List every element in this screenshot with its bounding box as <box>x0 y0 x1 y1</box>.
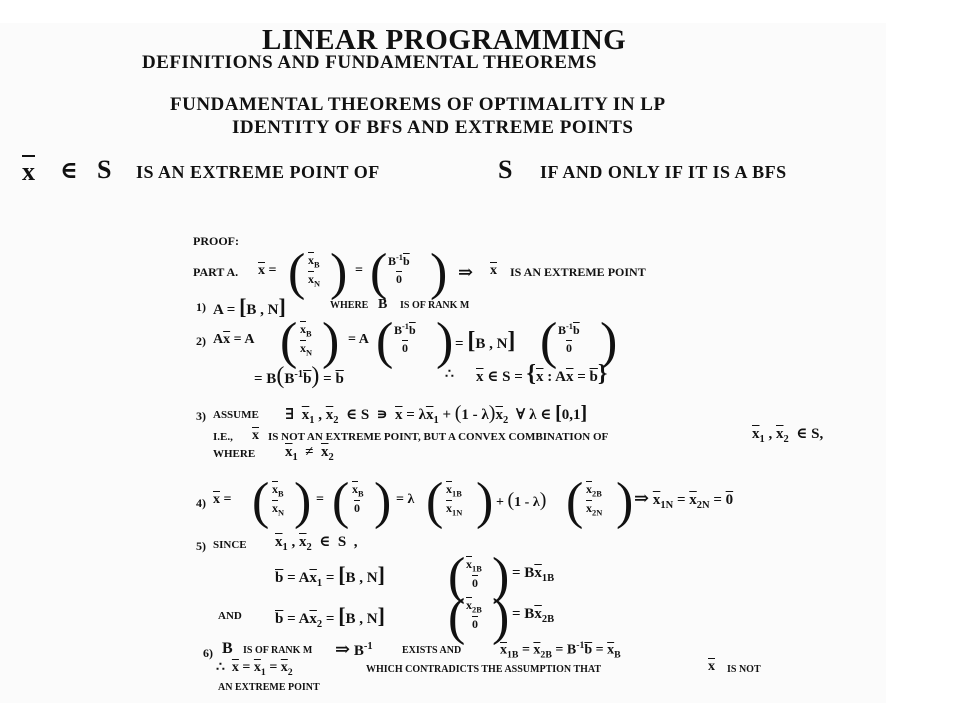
theorem-text-mid: IS AN EXTREME POINT OF <box>136 162 380 182</box>
step-3-combination: $\overline{x}_1$ , $\overline{x}_2$ ∈ S, <box>752 426 824 445</box>
step-6-binv: ⇒ $B^{-1}$ <box>335 639 373 659</box>
step-4-eq-1: = <box>316 492 324 507</box>
step-3-note: IS NOT AN EXTREME POINT, BUT A CONVEX COMBINATION OF <box>268 431 609 443</box>
step-5-vector-1: ( ) $\overline{x}_{1B}$ 0 <box>448 548 510 605</box>
step-6-equality: $\overline{x}_{1B} = \overline{x}_{2B} = B^{-1}\overline{b} = \overline{x}_B$ <box>500 640 621 661</box>
step-2-equals-a: = A <box>348 332 369 347</box>
step-3-assume: ASSUME <box>213 409 259 421</box>
step-6-exists: EXISTS AND <box>402 645 462 656</box>
part-a-equals: = <box>355 263 363 278</box>
step-6-contradiction: WHICH CONTRADICTS THE ASSUMPTION THAT <box>366 664 602 675</box>
step-6-x: $\overline{x}$ <box>708 659 715 674</box>
step-2-number: 2) <box>196 334 206 348</box>
step-2-line-2: = $B(B^{-1}\overline{b}) = \overline{b}$ <box>254 363 344 389</box>
step-5-set: $\overline{x}_1$ , $\overline{x}_2$ ∈ S , <box>275 534 358 553</box>
step-4-lambda: = λ <box>396 492 415 507</box>
step-1-number: 1) <box>196 300 206 314</box>
slide-page <box>0 23 886 703</box>
part-a-vector-1: ( ) $\overline{x}_B$ $\overline{x}_N$ <box>288 244 348 301</box>
step-4-vector-1: ( ) $\overline{x}_B$ $\overline{x}_N$ <box>252 473 312 530</box>
implies-arrow: ⇒ <box>458 262 474 282</box>
step-6-therefore: ∴ $\overline{x} = \overline{x}_1 = \overline{x}_2$ <box>216 660 293 678</box>
step-5-and: AND <box>218 610 242 622</box>
step-5-vector-2: ( ) $\overline{x}_{2B}$ 0 <box>448 589 510 646</box>
step-1-b: B <box>378 297 388 312</box>
step-3-number: 3) <box>196 409 206 423</box>
step-6-isnot: IS NOT <box>727 664 761 675</box>
step-5-since: SINCE <box>213 539 247 551</box>
step-5-result-1: = $B\overline{x}_{1B}$ <box>512 565 555 584</box>
part-a-result: IS AN EXTREME POINT <box>510 265 646 279</box>
step-2-vector-2: ( ) $B^{-1}\overline{b}$ 0 <box>376 313 454 370</box>
step-4-x: $\overline{x}$ = <box>213 492 232 507</box>
part-a-equation: $\overline{x}$ = <box>258 263 277 278</box>
proof-label: PROOF: <box>193 234 239 248</box>
step-4-number: 4) <box>196 496 206 510</box>
step-2-vector-3: ( ) $B^{-1}\overline{b}$ 0 <box>540 313 618 370</box>
theorem-set-s2: S <box>498 155 513 184</box>
step-6-rank: IS OF RANK M <box>243 645 313 656</box>
section-heading-1: FUNDAMENTAL THEOREMS OF OPTIMALITY IN LP <box>170 94 666 115</box>
part-a-vector-2: ( ) $B^{-1}\overline{b}$ 0 <box>370 244 448 301</box>
step-1-equation: A = [B , N] <box>213 294 286 319</box>
step-2-vector-1: ( ) $\overline{x}_B$ $\overline{x}_N$ <box>280 313 340 370</box>
element-of-symbol: ∈ <box>60 158 78 184</box>
part-a-label: PART A. <box>193 265 239 279</box>
step-6-end: AN EXTREME POINT <box>218 682 320 693</box>
step-5-equation-2: $\overline{b} = A\overline{x}_2 = [B$ , N] <box>275 603 385 630</box>
step-2-bn: = [B , N] <box>455 328 516 354</box>
theorem-x: $\overline{x}$ <box>22 157 35 186</box>
step-1-where: WHERE <box>330 300 369 311</box>
step-5-result-2: = $B\overline{x}_{2B}$ <box>512 606 555 625</box>
step-4-vector-2: ( ) $\overline{x}_B$ 0 <box>332 473 392 530</box>
theorem-set-s: S <box>97 155 112 184</box>
step-4-vector-3: ( ) $\overline{x}_{1B}$ $\overline{x}_{1N}$ <box>426 473 494 530</box>
theorem-text-end: IF AND ONLY IF IT IS A BFS <box>540 162 787 182</box>
step-1-rank: IS OF RANK M <box>400 300 470 311</box>
page-title: LINEAR PROGRAMMING <box>262 24 627 56</box>
step-3-ie: I.E., <box>213 431 233 443</box>
step-2-set-def: $\overline{x}$ ∈ $S = \{\overline{x}$ : $A\overline{x} = \overline{b}$} <box>476 361 608 387</box>
step-5-number: 5) <box>196 539 206 553</box>
step-3-x: $\overline{x}$ <box>252 428 259 443</box>
step-3-equation: ∃ $\overline{x}_1$ , $\overline{x}_2$ ∈ S ∍ $\overline{x} = \lambda\overline{x}_1 + (1 - \lambda)\overline{x}_2$ ∀ λ ∈ [0,1] <box>285 402 588 426</box>
page-subtitle: DEFINITIONS AND FUNDAMENTAL THEOREMS <box>142 52 597 73</box>
step-4-conclusion: ⇒ $\overline{x}_{1N} = \overline{x}_{2N} = 0$ <box>634 488 734 511</box>
step-4-vector-4: ( ) $\overline{x}_{2B}$ $\overline{x}_{2N}$ <box>566 473 634 530</box>
part-a-x: $\overline{x}$ <box>490 263 497 278</box>
step-6-number: 6) <box>203 646 213 660</box>
therefore-symbol: ∴ <box>445 367 454 382</box>
step-6-b: B <box>222 640 233 657</box>
step-2-equation: $A\overline{x} = A$ <box>213 332 255 347</box>
step-3-neq: $\overline{x}_1 \ne \overline{x}_2$ <box>285 444 334 463</box>
step-5-equation-1: $\overline{b} = A\overline{x}_1 = [B$ , N] <box>275 562 385 589</box>
step-3-where: WHERE <box>213 448 256 460</box>
step-4-one-minus-lambda: + (1 - λ) <box>496 489 547 511</box>
section-heading-2: IDENTITY OF BFS AND EXTREME POINTS <box>232 117 634 138</box>
